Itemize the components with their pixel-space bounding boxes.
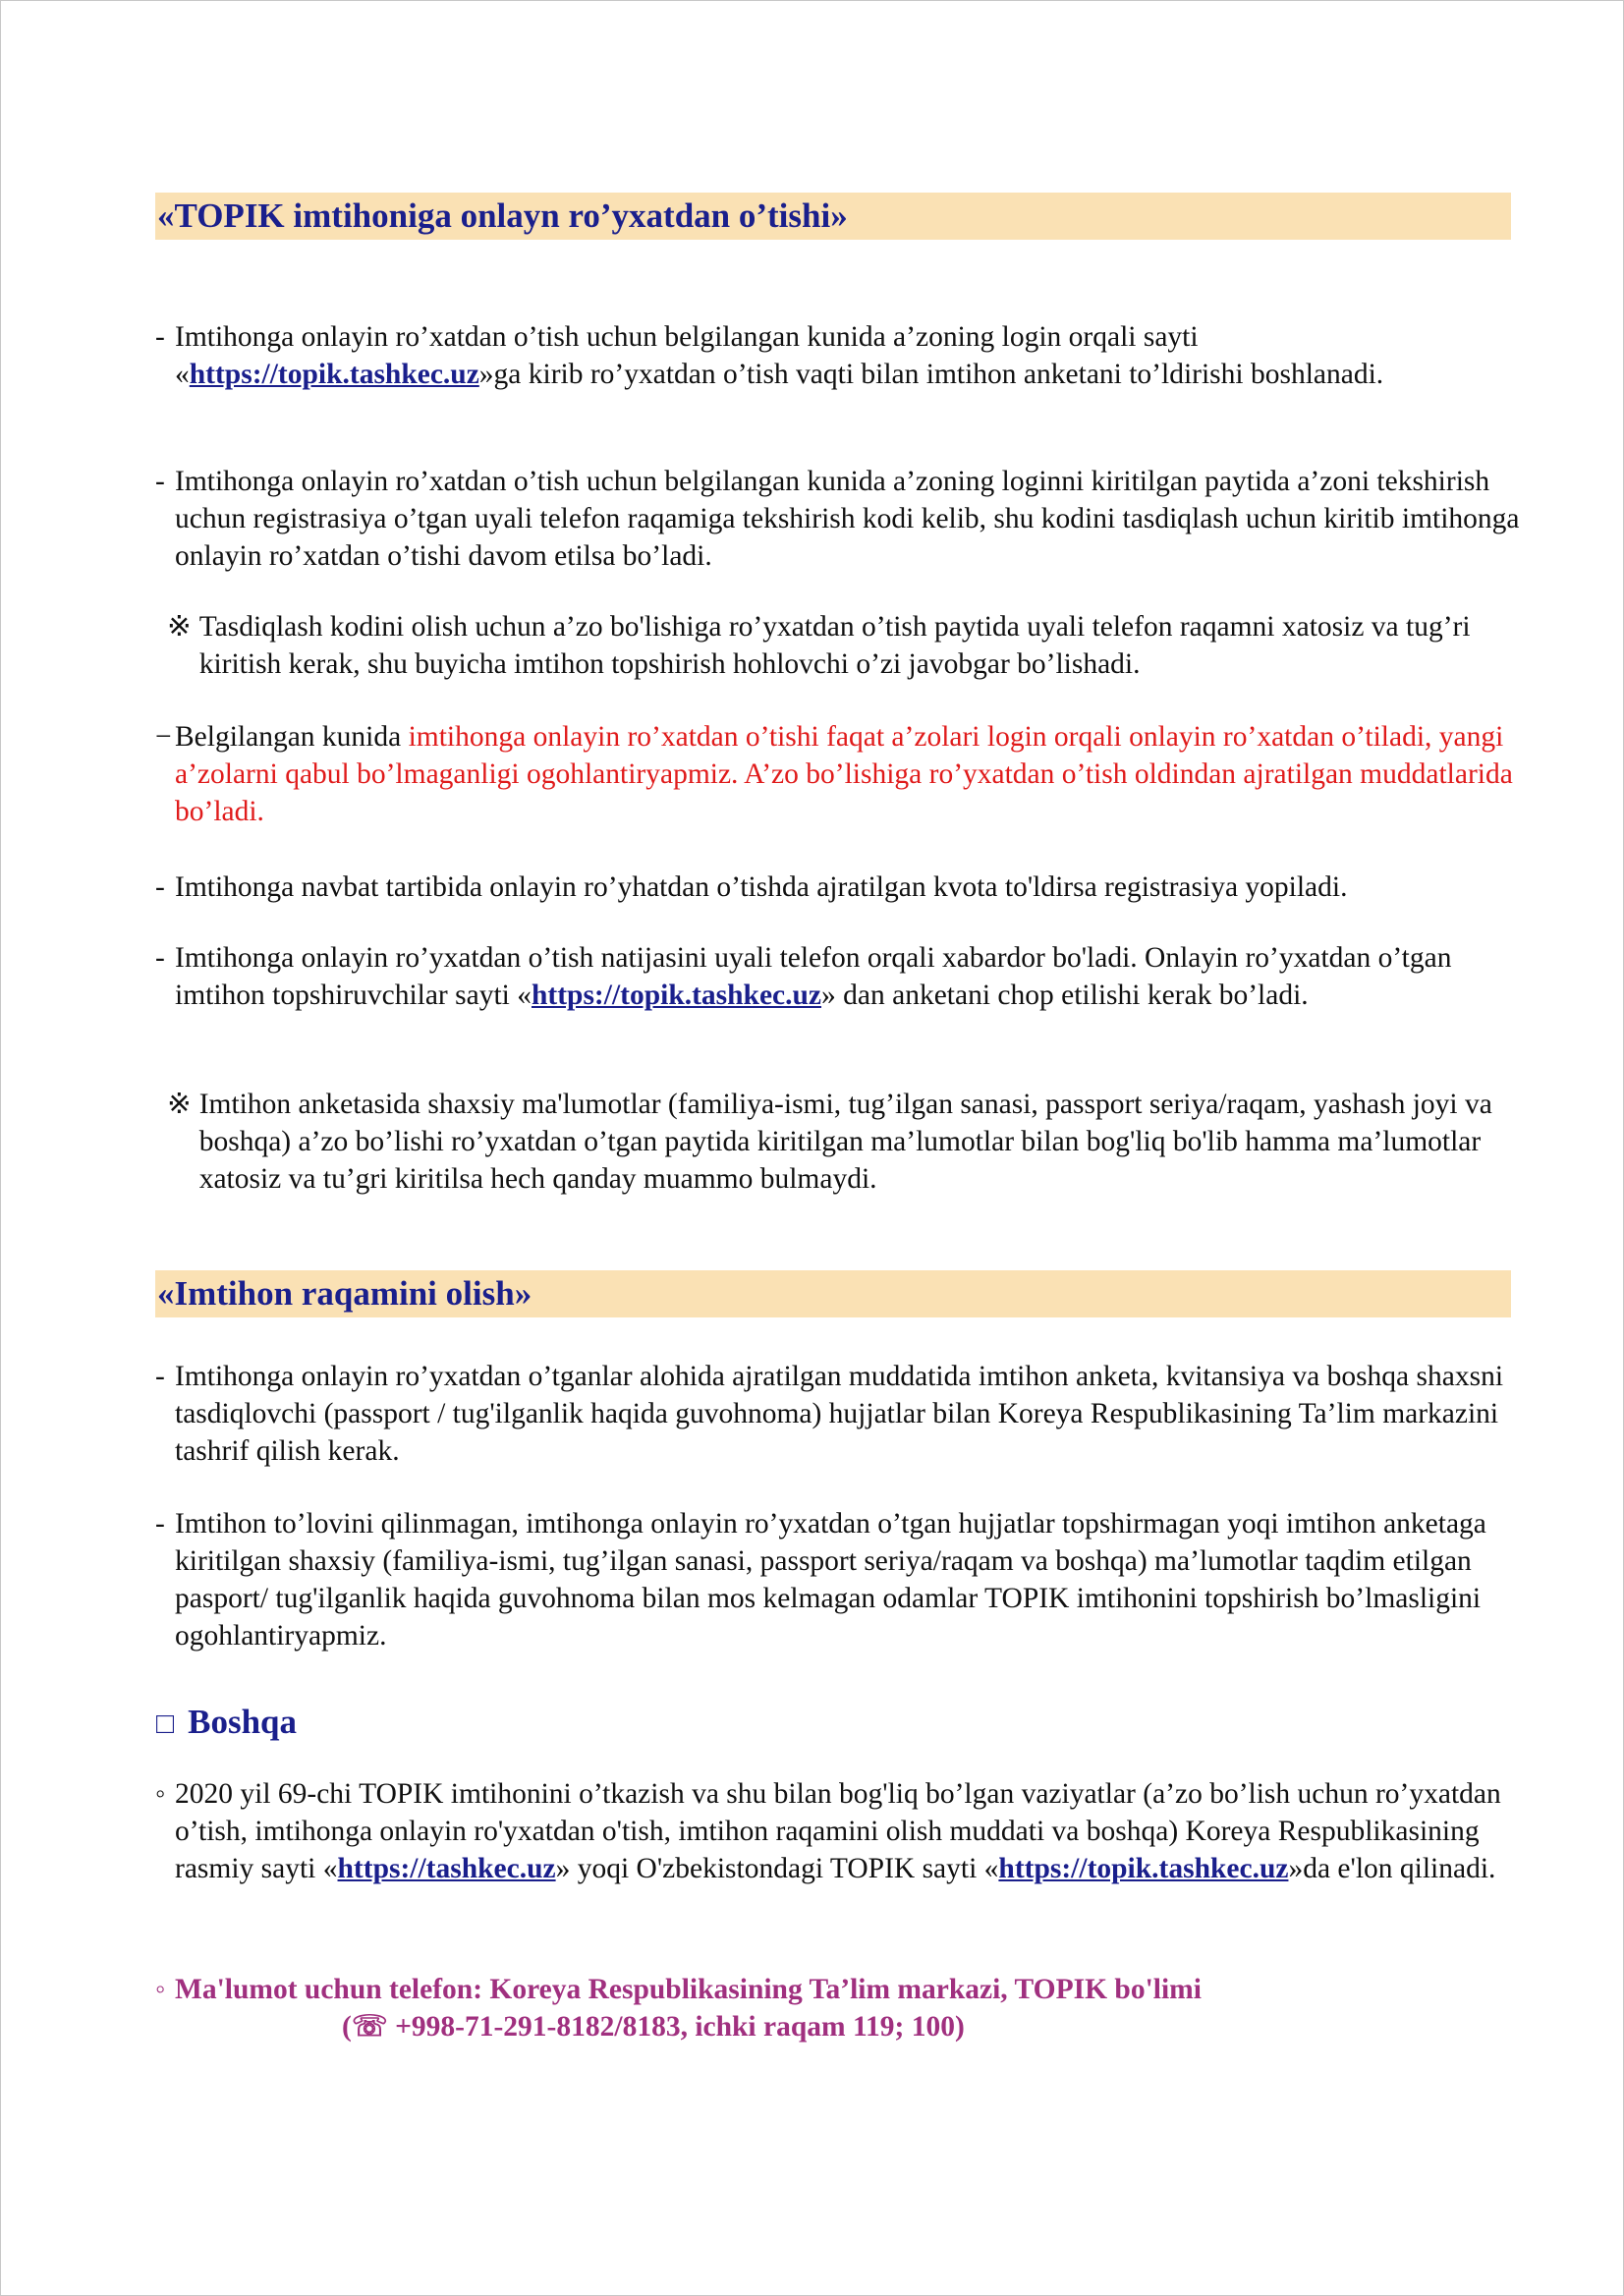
section1-paragraph-2 — [155, 463, 1531, 575]
note-text: Tasdiqlash kodini olish uchun a’zo bo'lishiga ro’yxatdan o’tish paytida uyali telefon raqamni xatosiz va tug’ri kiritish kerak, shu buyicha imtihon topshirish hohlovchi o’zi javobgar bo’lishadi. — [198, 611, 1471, 680]
paragraph-text: Imtihonga onlayin ro’yxatdan o’tish natijasini uyali telefon orqali xabardor bo'ladi. Onlayin ro’yxatdan o’tgan imtihon topshiruvchilar sayti « — [175, 942, 1452, 1011]
note-text: Imtihon anketasida shaxsiy ma'lumotlar (familiya-ismi, tug’ilgan sanasi, passport seriya/raqam, yashash joyi va boshqa) a’zo bo’lishi ro’yxatdan o’tgan paytida kiritilgan ma’lumotlar bilan bog'liq bo'lib hamma ma’lumotlar xatosiz va tu’gri kiritilsa hech qanday muammo bulmaydi. — [198, 1089, 1492, 1195]
paragraph-text: Imtihonga navbat tartibida onlayin ro’yhatdan o’tishda ajratilgan kvota to'ldirsa registrasiya yopiladi. — [175, 871, 1348, 903]
paragraph-text: Imtihonga onlayin ro’yxatdan o’tganlar alohida ajratilgan muddatida imtihon anketa, kvitansiya va boshqa shaxsni tasdiqlovchi (passport / tug'ilganlik haqida guvohnoma) hujjatlar bilan Koreya Respublikasining Ta’lim markazini tashrif qilish kerak. — [175, 1361, 1504, 1467]
paragraph-text: » dan anketani chop etilishi kerak bo’ladi. — [821, 980, 1309, 1011]
paragraph-text: »da e'lon qilinadi. — [1288, 1853, 1496, 1884]
topik-site-link[interactable]: https://topik.tashkec.uz — [189, 359, 479, 390]
circle-bullet-icon: ◦ — [155, 1974, 166, 2005]
reference-mark-icon: ※ — [167, 1089, 192, 1120]
tashkec-site-link[interactable]: https://tashkec.uz — [337, 1853, 556, 1884]
section1-paragraph-4 — [155, 868, 1531, 906]
paragraph-text: »ga kirib ro’yxatdan o’tish vaqti bilan imtihon anketani to’ldirishi boshlanadi. — [478, 359, 1384, 390]
contact-info — [155, 1971, 1531, 2045]
paragraph-text: Imtihonga onlayin ro’xatdan o’tish uchun belgilangan kunida a’zoning loginni kiritilgan paytida a’zoni tekshirish uchun registrasiya o’tgan uyali telefon raqamiga tekshirish kodi kelib, shu kodini tasdiqlash uchun kiritib imtihonga onlayin ro’xatdan o’tishi davom etilsa bo’ladi. — [175, 466, 1520, 572]
section2-paragraph-2 — [155, 1505, 1531, 1654]
section1-note-2 — [155, 1086, 1531, 1198]
section-heading-exam-number: «Imtihon raqamini olish» — [155, 1270, 1511, 1317]
section1-paragraph-5 — [155, 939, 1531, 1014]
square-bullet-icon: □ — [156, 1708, 175, 1740]
bullet-dash: - — [155, 1508, 165, 1540]
topik-site-link[interactable]: https://topik.tashkec.uz — [998, 1853, 1289, 1884]
section3-paragraph-1 — [155, 1775, 1531, 1887]
section-heading-online-registration: «TOPIK imtihoniga onlayn ro’yxatdan o’tishi» — [155, 193, 1511, 240]
section-title: Boshqa — [188, 1703, 298, 1741]
paragraph-text: 2020 yil 69-chi TOPIK imtihonini o’tkazish va shu bilan bog'liq bo’lgan vaziyatlar (a’zo bo’lish uchun ro’yxatdan o’tish, imtihonga onlayin ro'yxatdan o'tish, imtihon raqamini olish muddati va boshqa) Koreya Respublikasining rasmiy sayti « — [175, 1778, 1501, 1884]
section1-note-1 — [155, 608, 1531, 683]
section1-paragraph-1 — [155, 318, 1531, 393]
paragraph-text: » yoqi O'zbekistondagi TOPIK sayti « — [555, 1853, 999, 1884]
topik-site-link[interactable]: https://topik.tashkec.uz — [531, 980, 822, 1011]
bullet-dash: - — [155, 871, 165, 903]
warning-text: imtihonga onlayin ro’xatdan o’tishi faqat a’zolari login orqali onlayin ro’xatdan o’tiladi, yangi a’zolarni qabul bo’lmaganligi ogohlantiryapmiz. A’zo bo’lishiga ro’yxatdan o’tish oldindan ajratilgan muddatlarida bo’ladi. — [175, 721, 1513, 827]
contact-line-1: Ma'lumot uchun telefon: Koreya Respublikasining Ta’lim markazi, TOPIK bo'limi — [175, 1974, 1202, 2005]
reference-mark-icon: ※ — [167, 611, 192, 643]
contact-phone: (☏ +998-71-291-8182/8183, ichki raqam 119; 100) — [342, 2011, 965, 2043]
section-heading-other — [156, 1701, 297, 1746]
paragraph-text: Imtihon to’lovini qilinmagan, imtihonga onlayin ro’yxatdan o’tgan hujjatlar topshirmagan yoqi imtihon anketaga kiritilgan shaxsiy (familiya-ismi, tug’ilgan sanasi, passport seriya/raqam va boshqa) ma’lumotlar taqdim etilgan pasport/ tug'ilganlik haqida guvohnoma bilan mos kelmagan odamlar TOPIK imtihonini topshirish bo’lmasligini ogohlantiryapmiz. — [175, 1508, 1486, 1652]
section1-paragraph-3 — [155, 718, 1531, 830]
paragraph-text: Imtihonga onlayin ro’xatdan o’tish uchun belgilangan kunida a’zoning login orqali sayti « — [175, 321, 1199, 390]
bullet-dash: - — [155, 321, 165, 353]
bullet-dash: − — [155, 721, 172, 753]
bullet-dash: - — [155, 942, 165, 974]
bullet-dash: - — [155, 466, 165, 497]
circle-bullet-icon: ◦ — [155, 1778, 166, 1810]
paragraph-text: Belgilangan kunida — [175, 721, 409, 753]
bullet-dash: - — [155, 1361, 165, 1392]
section2-paragraph-1 — [155, 1358, 1531, 1470]
